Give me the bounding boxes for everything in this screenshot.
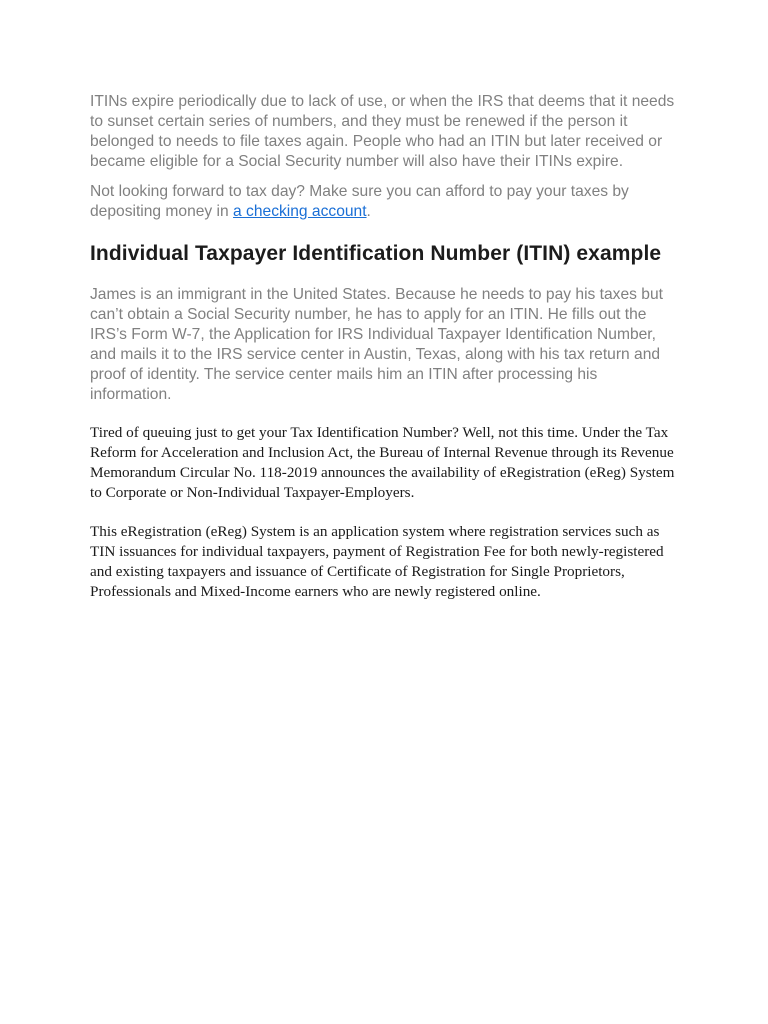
tax-day-text: Not looking forward to tax day? Make sure you can afford to pay your taxes by depositing money in	[90, 183, 629, 220]
itin-example-paragraph: James is an immigrant in the United States. Because he needs to pay his taxes but can’t obtain a Social Security number, he has to apply for an ITIN. He fills out the IRS’s Form W-7, the Application for IRS Individual Taxpayer Identification Number, and mails it to the IRS service center in Austin, Texas, along with his tax return and proof of identity. The service center mails him an ITIN after processing his information.	[90, 286, 663, 403]
tin-queue-paragraph: Tired of queuing just to get your Tax Identification Number? Well, not this time. Under the Tax Reform for Acceleration and Inclusion Act, the Bureau of Internal Revenue through its Revenue Memorandum Circular No. 118-2019 announces the availability of eRegistration (eReg) System to Corporate or Non-Individual Taxpayer-Employers.	[90, 424, 675, 501]
document-page	[90, 92, 680, 602]
checking-account-link[interactable]: a checking account	[233, 203, 367, 220]
itin-example-heading: Individual Taxpayer Identification Number (ITIN) example	[90, 242, 662, 265]
ereg-system-paragraph: This eRegistration (eReg) System is an application system where registration services such as TIN issuances for individual taxpayers, payment of Registration Fee for both newly-registered and existing taxpayers and issuance of Certificate of Registration for Single Proprietors, Professionals and Mixed-Income earners who are newly registered online.	[90, 523, 664, 600]
tax-day-paragraph	[90, 182, 680, 222]
itin-expiry-paragraph: ITINs expire periodically due to lack of use, or when the IRS that deems that it needs to sunset certain series of numbers, and they must be renewed if the person it belonged to needs to file taxes again. People who had an ITIN but later received or became eligible for a Social Security number will also have their ITINs expire.	[90, 93, 675, 170]
tax-day-period: .	[366, 203, 371, 220]
